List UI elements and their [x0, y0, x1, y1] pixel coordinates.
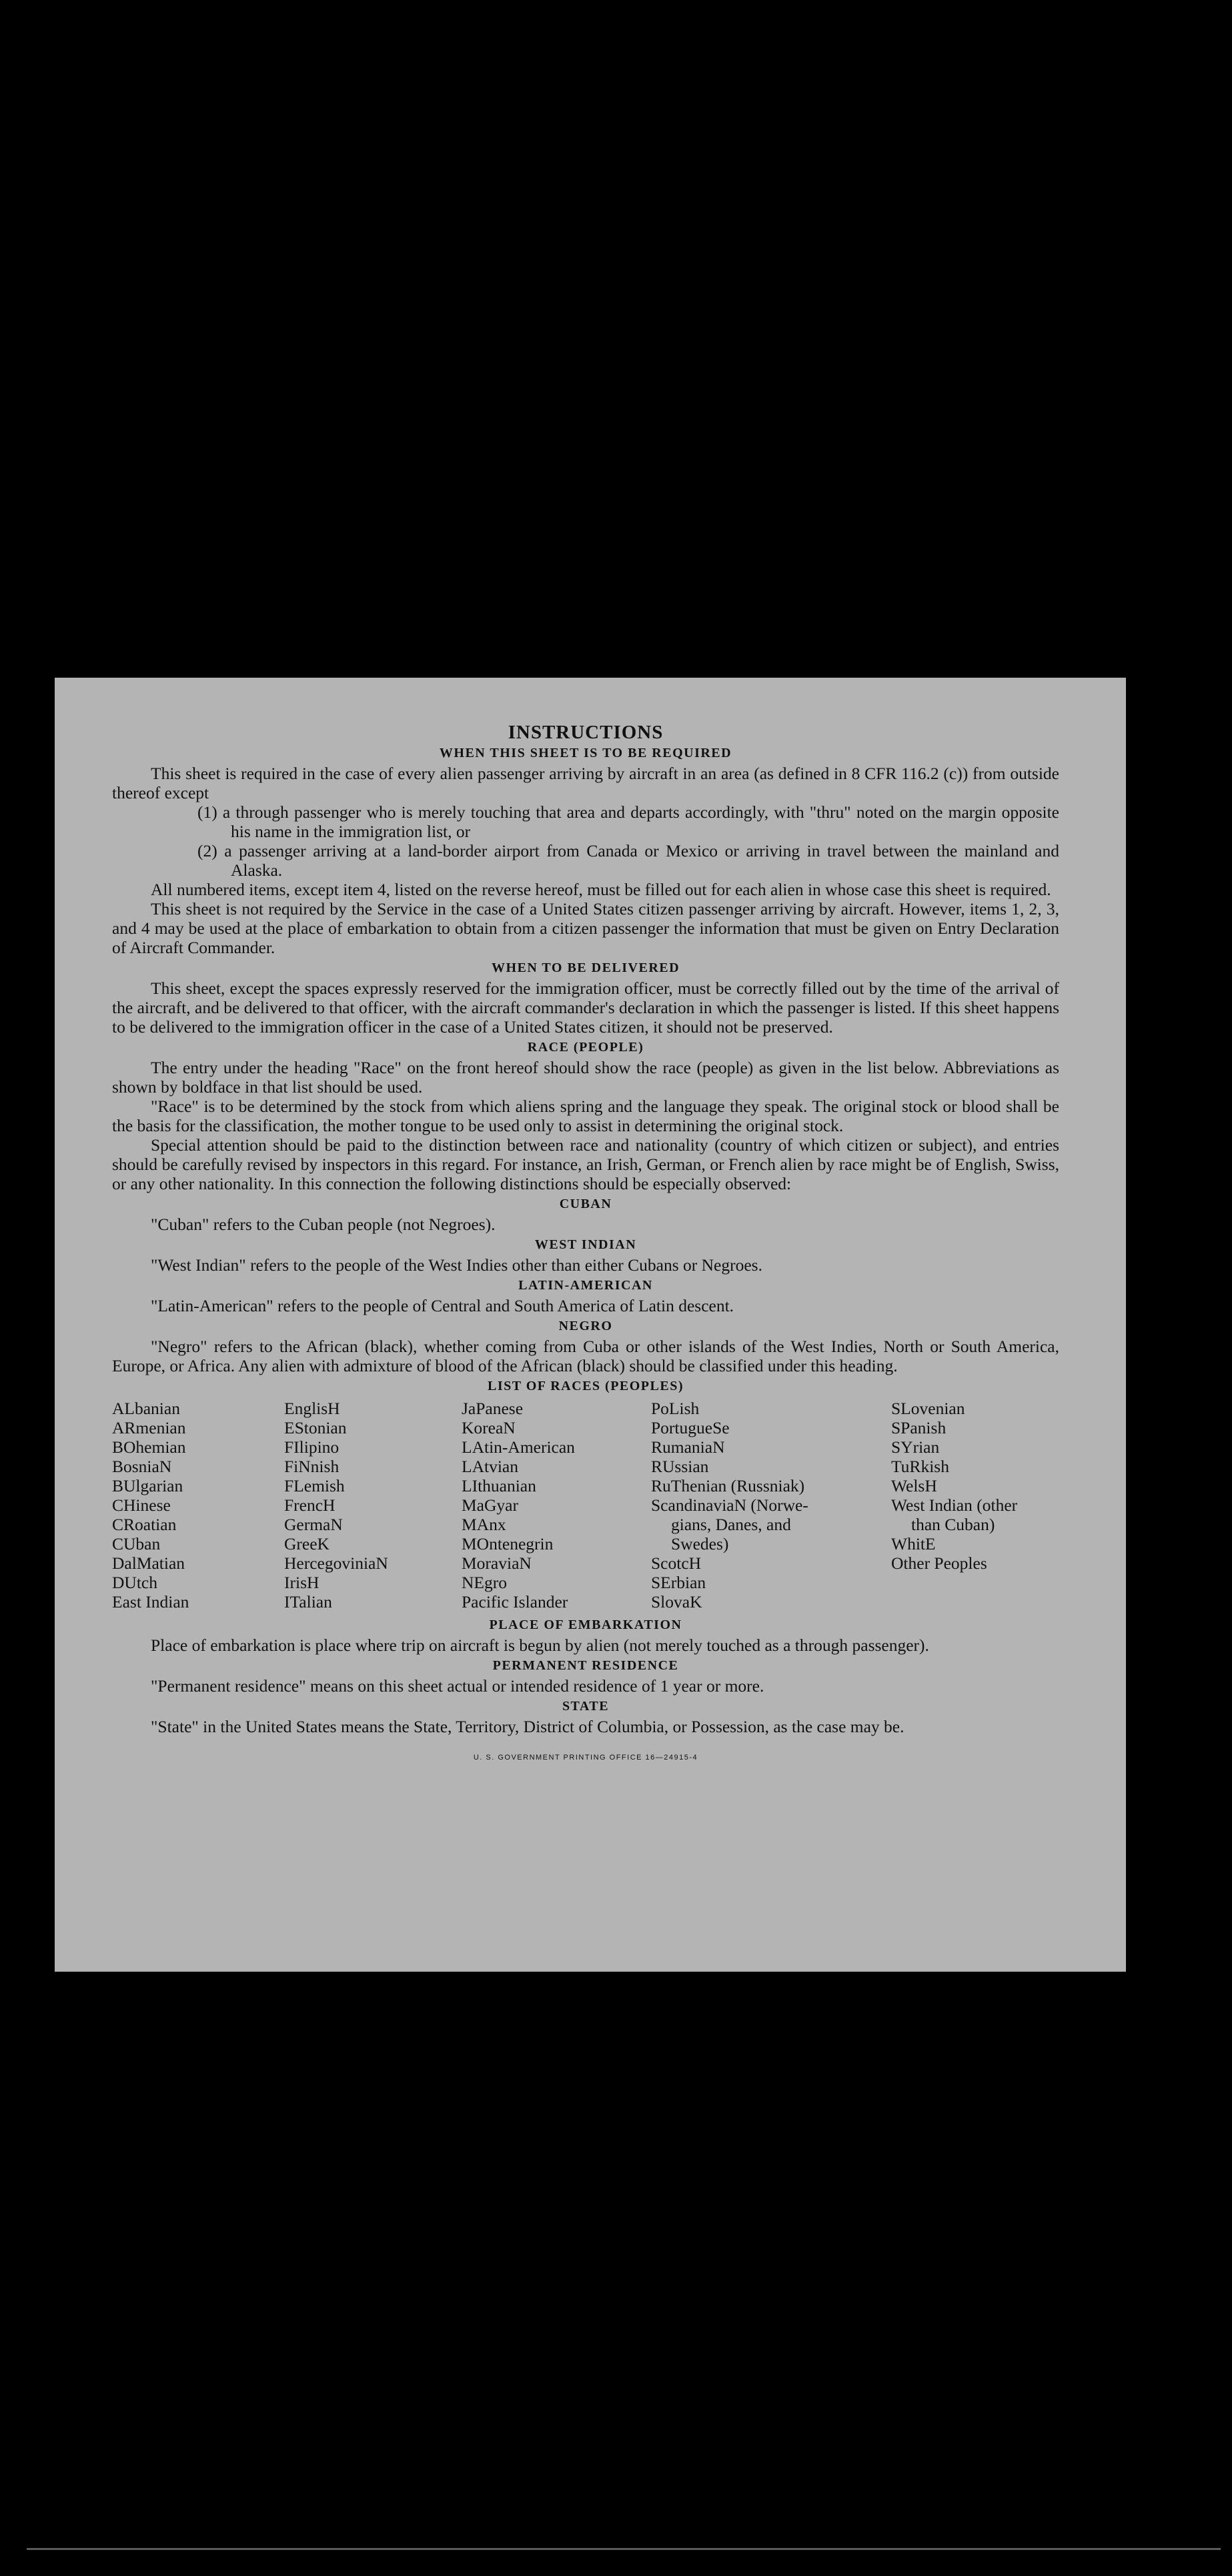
race-entry: DUtch	[112, 1573, 157, 1592]
race-entry: EnglisH	[284, 1399, 340, 1418]
race-entry: WelsH	[891, 1476, 937, 1495]
race-entry: PoLish	[651, 1399, 700, 1418]
race-entry: West Indian (other	[891, 1495, 1018, 1515]
race-entry: BOhemian	[112, 1437, 186, 1457]
race-entry-continued: Swedes)	[671, 1534, 729, 1553]
heading-place-of-embarkation: PLACE OF EMBARKATION	[489, 1618, 682, 1632]
race-entry: FiNnish	[284, 1457, 340, 1476]
negro-definition: "Negro" refers to the African (black), whether coming from Cuba or other islands of the West Indies, North or South America, Europe, or Africa. Any alien with admixture of blood of the African (black) should be classified under this heading.	[112, 1337, 1059, 1375]
race-paragraph-2: "Race" is to be determined by the stock from which aliens spring and the language they speak. The original stock or blood shall be the basis for the classification, the mother tongue to be used only to assist in determining the original stock.	[112, 1097, 1059, 1135]
race-entry: NEgro	[462, 1573, 507, 1592]
race-entry: ITalian	[284, 1592, 332, 1612]
race-paragraph-3: Special attention should be paid to the distinction between race and nationality (country of which citizen or subject), and entries should be carefully revised by inspectors in this regard. For instance, an Irish, German, or French alien by race might be of English, Swiss, or any other nationality. In this connection the following distinctions should be especially observed:	[112, 1135, 1059, 1193]
race-entry: BUlgarian	[112, 1476, 183, 1495]
heading-west-indian: WEST INDIAN	[534, 1237, 637, 1252]
race-entry: FIlipino	[284, 1437, 340, 1457]
races-list	[112, 1399, 1059, 1612]
west-indian-definition: "West Indian" refers to the people of the West Indies other than either Cubans or Negroes.	[151, 1255, 762, 1275]
instruction-sheet	[55, 678, 1126, 1972]
race-entry: MoraviaN	[462, 1553, 532, 1573]
heading-race: RACE (PEOPLE)	[527, 1040, 644, 1055]
heading-permanent-residence: PERMANENT RESIDENCE	[492, 1658, 679, 1673]
race-entry: CRoatian	[112, 1515, 177, 1534]
required-exception-1: (1) a through passenger who is merely touching that area and departs accordingly, with "thru" noted on the margin opposite his name in the immigration list, or	[197, 802, 1059, 841]
required-paragraph-3: This sheet is not required by the Service in the case of a United States citizen passenger arriving by aircraft. However, items 1, 2, 3, and 4 may be used at the place of embarkation to obtain from a citizen passenger the information that must be given on Entry Declaration of Aircraft Commander.	[112, 899, 1059, 957]
embarkation-definition: Place of embarkation is place where trip on aircraft is begun by alien (not merely touched as a through passenger).	[151, 1636, 929, 1655]
race-entry-continued: gians, Danes, and	[671, 1515, 791, 1534]
race-entry: JaPanese	[462, 1399, 524, 1418]
race-entry: GermaN	[284, 1515, 343, 1534]
race-entry: LAtin-American	[462, 1437, 575, 1457]
required-paragraph-2: All numbered items, except item 4, listed on the reverse hereof, must be filled out for each alien in whose case this sheet is required.	[151, 880, 1051, 899]
race-entry: CUban	[112, 1534, 161, 1553]
race-entry: IrisH	[284, 1573, 320, 1592]
race-entry: ALbanian	[112, 1399, 180, 1418]
race-entry: EStonian	[284, 1418, 347, 1437]
race-entry: MaGyar	[462, 1495, 518, 1515]
race-entry: SErbian	[651, 1573, 706, 1592]
race-entry: BosniaN	[112, 1457, 172, 1476]
race-entry: ScotcH	[651, 1553, 702, 1573]
heading-state: STATE	[562, 1699, 610, 1714]
race-entry: LIthuanian	[462, 1476, 536, 1495]
race-entry: SYrian	[891, 1437, 940, 1457]
race-entry: HercegoviniaN	[284, 1553, 388, 1573]
race-entry: RuThenian (Russniak)	[651, 1476, 805, 1495]
scan-edge-line	[27, 2548, 1221, 2550]
heading-when-required: WHEN THIS SHEET IS TO BE REQUIRED	[439, 746, 732, 760]
race-entry: ARmenian	[112, 1418, 186, 1437]
cuban-definition: "Cuban" refers to the Cuban people (not Negroes).	[151, 1215, 496, 1234]
race-entry: RUssian	[651, 1457, 709, 1476]
race-entry: TuRkish	[891, 1457, 949, 1476]
races-column-2	[284, 1399, 462, 1612]
heading-latin-american: LATIN-AMERICAN	[518, 1278, 653, 1293]
race-entry: PortugueSe	[651, 1418, 730, 1437]
residence-definition: "Permanent residence" means on this sheet actual or intended residence of 1 year or more.	[151, 1676, 764, 1696]
race-paragraph-1: The entry under the heading "Race" on the front hereof should show the race (people) as given in the list below. Abbreviations as shown by boldface in that list should be used.	[112, 1058, 1059, 1097]
document-title: INSTRUCTIONS	[508, 722, 664, 743]
race-entry: SLovenian	[891, 1399, 965, 1418]
required-paragraph-1: This sheet is required in the case of every alien passenger arriving by aircraft in an area (as defined in 8 CFR 116.2 (c)) from outside thereof except	[112, 764, 1059, 802]
required-exception-2: (2) a passenger arriving at a land-border airport from Canada or Mexico or arriving in travel between the mainland and Alaska.	[197, 841, 1059, 880]
race-entry: FLemish	[284, 1476, 345, 1495]
race-entry: ScandinaviaN (Norwe-	[651, 1495, 808, 1515]
race-entry: Pacific Islander	[462, 1592, 568, 1612]
race-entry: CHinese	[112, 1495, 171, 1515]
race-entry: MAnx	[462, 1515, 506, 1534]
heading-list-of-races: LIST OF RACES (PEOPLES)	[487, 1379, 684, 1393]
delivered-paragraph: This sheet, except the spaces expressly reserved for the immigration officer, must be correctly filled out by the time of the arrival of the aircraft, and be delivered to that officer, with the aircraft commander's declaration in which the passenger is listed. If this sheet happens to be delivered to the immigration officer in the case of a United States citizen, it should not be preserved.	[112, 979, 1059, 1037]
race-entry: DalMatian	[112, 1553, 185, 1573]
state-definition: "State" in the United States means the State, Territory, District of Columbia, or Possession, as the case may be.	[151, 1717, 904, 1736]
race-entry: Other Peoples	[891, 1553, 987, 1573]
heading-negro: NEGRO	[558, 1319, 613, 1333]
race-entry: FrencH	[284, 1495, 336, 1515]
latin-american-definition: "Latin-American" refers to the people of Central and South America of Latin descent.	[151, 1296, 734, 1315]
race-entry: MOntenegrin	[462, 1534, 554, 1553]
race-entry: SPanish	[891, 1418, 947, 1437]
race-entry-continued: than Cuban)	[911, 1515, 995, 1534]
race-entry: RumaniaN	[651, 1437, 725, 1457]
race-entry: WhitE	[891, 1534, 936, 1553]
race-entry: SlovaK	[651, 1592, 702, 1612]
races-column-4	[651, 1399, 891, 1612]
heading-cuban: CUBAN	[559, 1197, 612, 1211]
race-entry: GreeK	[284, 1534, 330, 1553]
races-column-1	[112, 1399, 284, 1612]
race-entry: KoreaN	[462, 1418, 516, 1437]
race-entry: East Indian	[112, 1592, 189, 1612]
heading-when-delivered: WHEN TO BE DELIVERED	[491, 960, 680, 975]
races-column-3	[462, 1399, 651, 1612]
printing-office-footer: U. S. GOVERNMENT PRINTING OFFICE 16—24915-4	[473, 1754, 698, 1762]
race-entry: LAtvian	[462, 1457, 518, 1476]
races-column-5	[891, 1399, 1059, 1612]
